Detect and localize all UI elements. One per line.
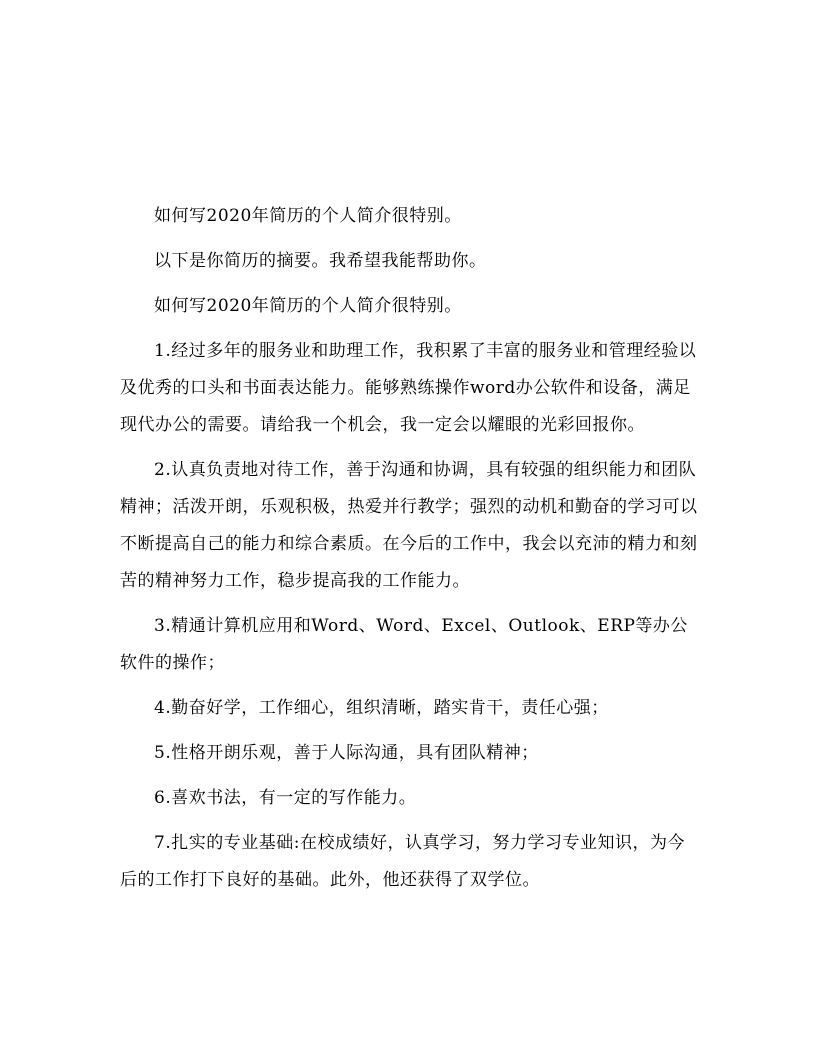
intro-repeat-paragraph: 如何写2020年简历的个人简介很特别。 [154, 296, 462, 316]
summary-paragraph: 以下是你简历的摘要。我希望我能帮助你。 [154, 251, 487, 271]
intro-paragraph: 如何写2020年简历的个人简介很特别。 [154, 206, 462, 226]
list-item-5: 5.性格开朗乐观，善于人际沟通，具有团队精神； [154, 743, 539, 763]
list-item-6: 6.喜欢书法，有一定的写作能力。 [154, 788, 417, 808]
document-body [120, 198, 700, 899]
list-item-2: 2.认真负责地对待工作，善于沟通和协调，具有较强的组织能力和团队精神；活泼开朗，乐观积极，热爱并行教学；强烈的动机和勤奋的学习可以不断提高自己的能力和综合素质。在今后的工作中，我会以充沛的精力和刻苦的精神努力工作，稳步提高我的工作能力。 [120, 460, 698, 591]
list-item-3: 3.精通计算机应用和Word、Word、Excel、Outlook、ERP等办公软件的操作； [120, 616, 688, 673]
list-item-1: 1.经过多年的服务业和助理工作，我积累了丰富的服务业和管理经验以及优秀的口头和书面表达能力。能够熟练操作word办公软件和设备，满足现代办公的需要。请给我一个机会，我一定会以耀眼的光彩回报你。 [120, 341, 697, 435]
list-item-7: 7.扎实的专业基础:在校成绩好，认真学习，努力学习专业知识，为今后的工作打下良好的基础。此外，他还获得了双学位。 [120, 833, 685, 890]
list-item-4: 4.勤奋好学，工作细心，组织清晰，踏实肯干，责任心强； [154, 698, 609, 718]
